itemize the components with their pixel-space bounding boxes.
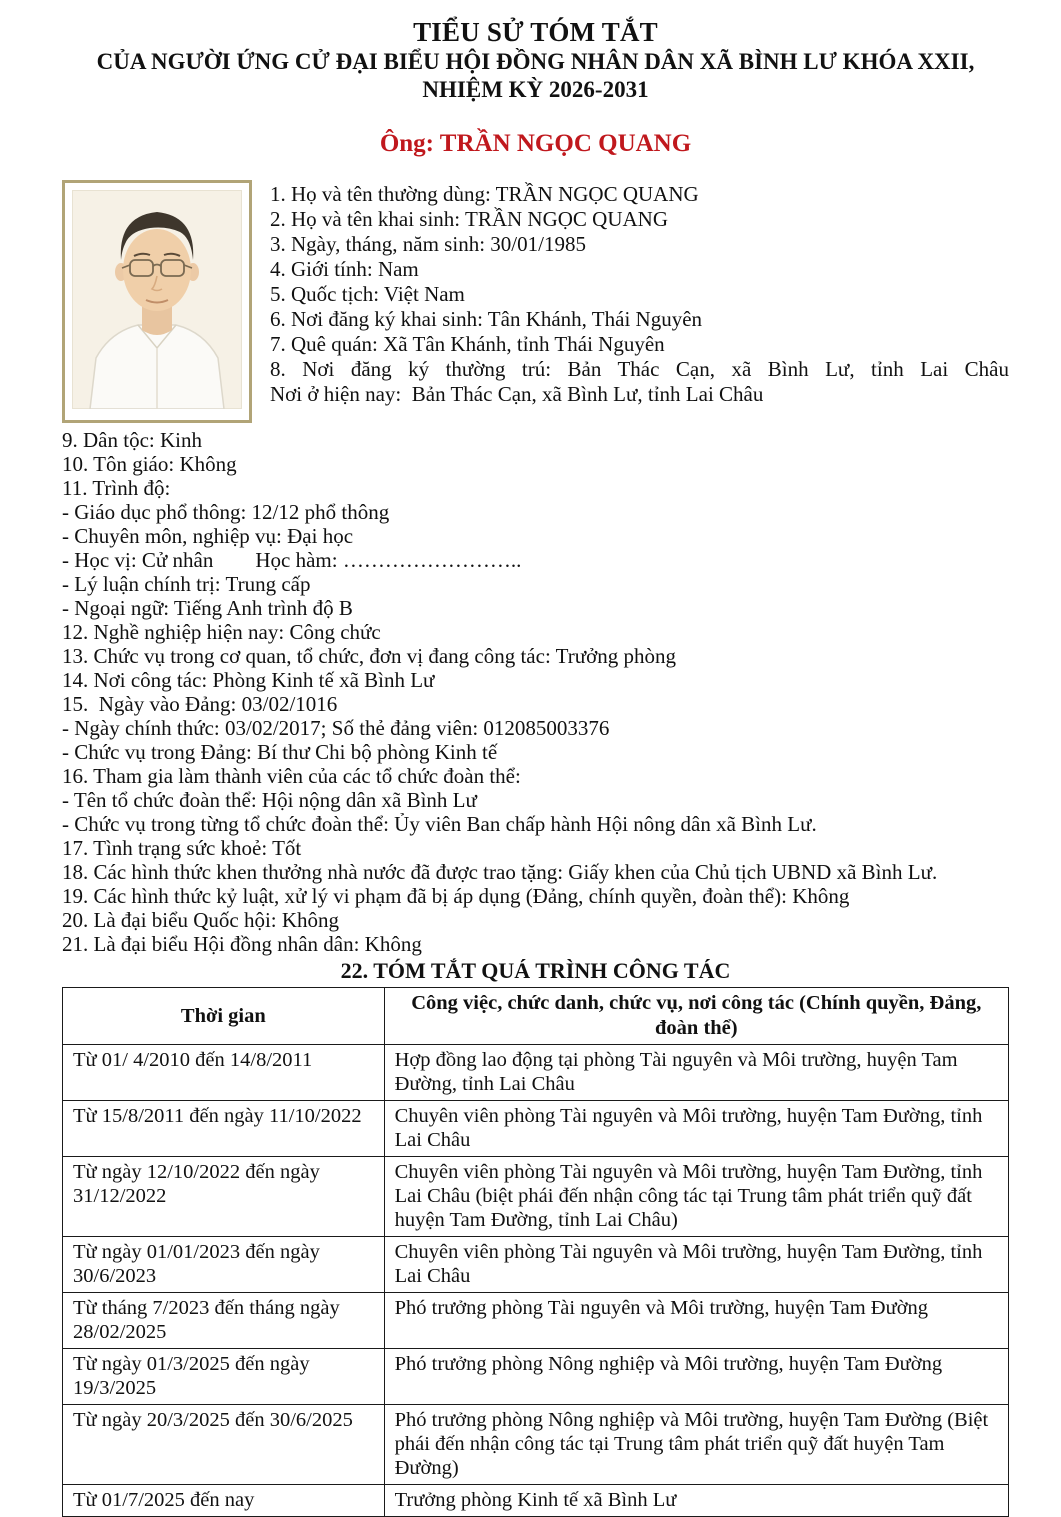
detail-line-15b: - Chức vụ trong Đảng: Bí thư Chi bộ phòng Kinh tế [62, 740, 498, 764]
info-line-6: 6. Nơi đăng ký khai sinh: Tân Khánh, Thái Nguyên [270, 307, 703, 331]
career-work-cell: Phó trưởng phòng Tài nguyên và Môi trường, huyện Tam Đường [384, 1293, 1008, 1349]
info-line-5: 5. Quốc tịch: Việt Nam [270, 282, 465, 306]
detail-line-21: 21. Là đại biểu Hội đồng nhân dân: Không [62, 932, 422, 956]
details-list [62, 428, 1009, 956]
candidate-name: Ông: TRẦN NGỌC QUANG [379, 130, 692, 157]
detail-line-11a: - Giáo dục phổ thông: 12/12 phổ thông [62, 500, 390, 524]
info-line-1: 1. Họ và tên thường dùng: TRẦN NGỌC QUANG [270, 182, 699, 206]
detail-line-14: 14. Nơi công tác: Phòng Kinh tế xã Bình Lư [62, 668, 435, 692]
info-line-8: 8. Nơi đăng ký thường trú: Bản Thác Cạn, xã Bình Lư, tỉnh Lai Châu [270, 357, 1009, 381]
career-work-cell: Hợp đồng lao động tại phòng Tài nguyên và Môi trường, huyện Tam Đường, tỉnh Lai Châu [384, 1045, 1008, 1101]
photo-and-basic-info [62, 180, 1009, 423]
document-subtitle-line1: CỦA NGƯỜI ỨNG CỬ ĐẠI BIỂU HỘI ĐỒNG NHÂN DÂN XÃ BÌNH LƯ KHÓA XXII, [96, 49, 975, 74]
career-time-cell: Từ ngày 01/3/2025 đến ngày 19/3/2025 [63, 1349, 385, 1405]
career-work-cell: Chuyên viên phòng Tài nguyên và Môi trường, huyện Tam Đường, tỉnh Lai Châu [384, 1237, 1008, 1293]
portrait-photo-illustration [72, 190, 242, 409]
detail-line-12: 12. Nghề nghiệp hiện nay: Công chức [62, 620, 381, 644]
detail-line-11: 11. Trình độ: [62, 476, 171, 500]
detail-line-19: 19. Các hình thức kỷ luật, xử lý vi phạm đã bị áp dụng (Đảng, chính quyền, đoàn thể): Không [62, 884, 850, 908]
table-row [63, 1045, 1009, 1101]
detail-line-9: 9. Dân tộc: Kinh [62, 428, 202, 452]
career-time-cell: Từ 15/8/2011 đến ngày 11/10/2022 [63, 1101, 385, 1157]
detail-line-17: 17. Tình trạng sức khoẻ: Tốt [62, 836, 302, 860]
career-time-cell: Từ ngày 20/3/2025 đến 30/6/2025 [63, 1405, 385, 1485]
info-line-7: 7. Quê quán: Xã Tân Khánh, tỉnh Thái Nguyên [270, 332, 665, 356]
detail-line-11b: - Chuyên môn, nghiệp vụ: Đại học [62, 524, 354, 548]
document-subtitle-line2: NHIỆM KỲ 2026-2031 [422, 77, 649, 102]
portrait-photo [62, 180, 252, 423]
table-row [63, 1157, 1009, 1237]
detail-line-10: 10. Tôn giáo: Không [62, 452, 237, 476]
career-work-cell: Chuyên viên phòng Tài nguyên và Môi trường, huyện Tam Đường, tỉnh Lai Châu (biệt phái đến nhận công tác tại Trung tâm phát triển quỹ đất huyện Tam Đường, tỉnh Lai Châu) [384, 1157, 1008, 1237]
career-table [62, 987, 1009, 1517]
table-row [63, 1405, 1009, 1485]
career-time-cell: Từ tháng 7/2023 đến tháng ngày 28/02/2025 [63, 1293, 385, 1349]
detail-line-16b: - Chức vụ trong từng tổ chức đoàn thể: Ủy viên Ban chấp hành Hội nông dân xã Bình Lư. [62, 812, 817, 836]
detail-line-20: 20. Là đại biểu Quốc hội: Không [62, 908, 340, 932]
table-row [63, 1485, 1009, 1517]
detail-line-15a: - Ngày chính thức: 03/02/2017; Số thẻ đảng viên: 012085003376 [62, 716, 610, 740]
career-work-cell: Phó trưởng phòng Nông nghiệp và Môi trường, huyện Tam Đường (Biệt phái đến nhận công tác tại Trung tâm phát triển quỹ đất huyện Tam Đường) [384, 1405, 1008, 1485]
detail-line-13: 13. Chức vụ trong cơ quan, tổ chức, đơn vị đang công tác: Trưởng phòng [62, 644, 676, 668]
info-line-2: 2. Họ và tên khai sinh: TRẦN NGỌC QUANG [270, 207, 669, 231]
detail-line-18: 18. Các hình thức khen thưởng nhà nước đã được trao tặng: Giấy khen của Chủ tịch UBND xã Bình Lư. [62, 860, 938, 884]
detail-line-16: 16. Tham gia làm thành viên của các tổ chức đoàn thể: [62, 764, 521, 788]
career-time-cell: Từ ngày 12/10/2022 đến ngày 31/12/2022 [63, 1157, 385, 1237]
personal-info-list [270, 180, 1009, 407]
career-time-cell: Từ ngày 01/01/2023 đến ngày 30/6/2023 [63, 1237, 385, 1293]
career-time-cell: Từ 01/7/2025 đến nay [63, 1485, 385, 1517]
info-line-8b: Nơi ở hiện nay: Bản Thác Cạn, xã Bình Lư, tỉnh Lai Châu [270, 382, 764, 406]
document-title: TIỂU SỬ TÓM TẮT [413, 17, 658, 47]
career-work-cell: Chuyên viên phòng Tài nguyên và Môi trường, huyện Tam Đường, tỉnh Lai Châu [384, 1101, 1008, 1157]
table-row [63, 1293, 1009, 1349]
career-col-time-header: Thời gian [63, 988, 385, 1045]
career-time-cell: Từ 01/ 4/2010 đến 14/8/2011 [63, 1045, 385, 1101]
info-line-4: 4. Giới tính: Nam [270, 257, 419, 281]
detail-line-15: 15. Ngày vào Đảng: 03/02/1016 [62, 692, 338, 716]
table-row [63, 1349, 1009, 1405]
career-header-row [63, 988, 1009, 1045]
career-col-work-header: Công việc, chức danh, chức vụ, nơi công tác (Chính quyền, Đảng, đoàn thể) [384, 988, 1008, 1045]
career-section-title: 22. TÓM TẮT QUÁ TRÌNH CÔNG TÁC [340, 958, 731, 983]
table-row [63, 1101, 1009, 1157]
table-row [63, 1237, 1009, 1293]
career-work-cell: Trưởng phòng Kinh tế xã Bình Lư [384, 1485, 1008, 1517]
detail-line-11d: - Lý luận chính trị: Trung cấp [62, 572, 311, 596]
detail-line-11c: - Học vị: Cử nhân Học hàm: …………………….. [62, 548, 522, 572]
info-line-3: 3. Ngày, tháng, năm sinh: 30/01/1985 [270, 232, 586, 256]
career-work-cell: Phó trưởng phòng Nông nghiệp và Môi trường, huyện Tam Đường [384, 1349, 1008, 1405]
detail-line-11e: - Ngoại ngữ: Tiếng Anh trình độ B [62, 596, 353, 620]
detail-line-16a: - Tên tổ chức đoàn thể: Hội nộng dân xã Bình Lư [62, 788, 477, 812]
